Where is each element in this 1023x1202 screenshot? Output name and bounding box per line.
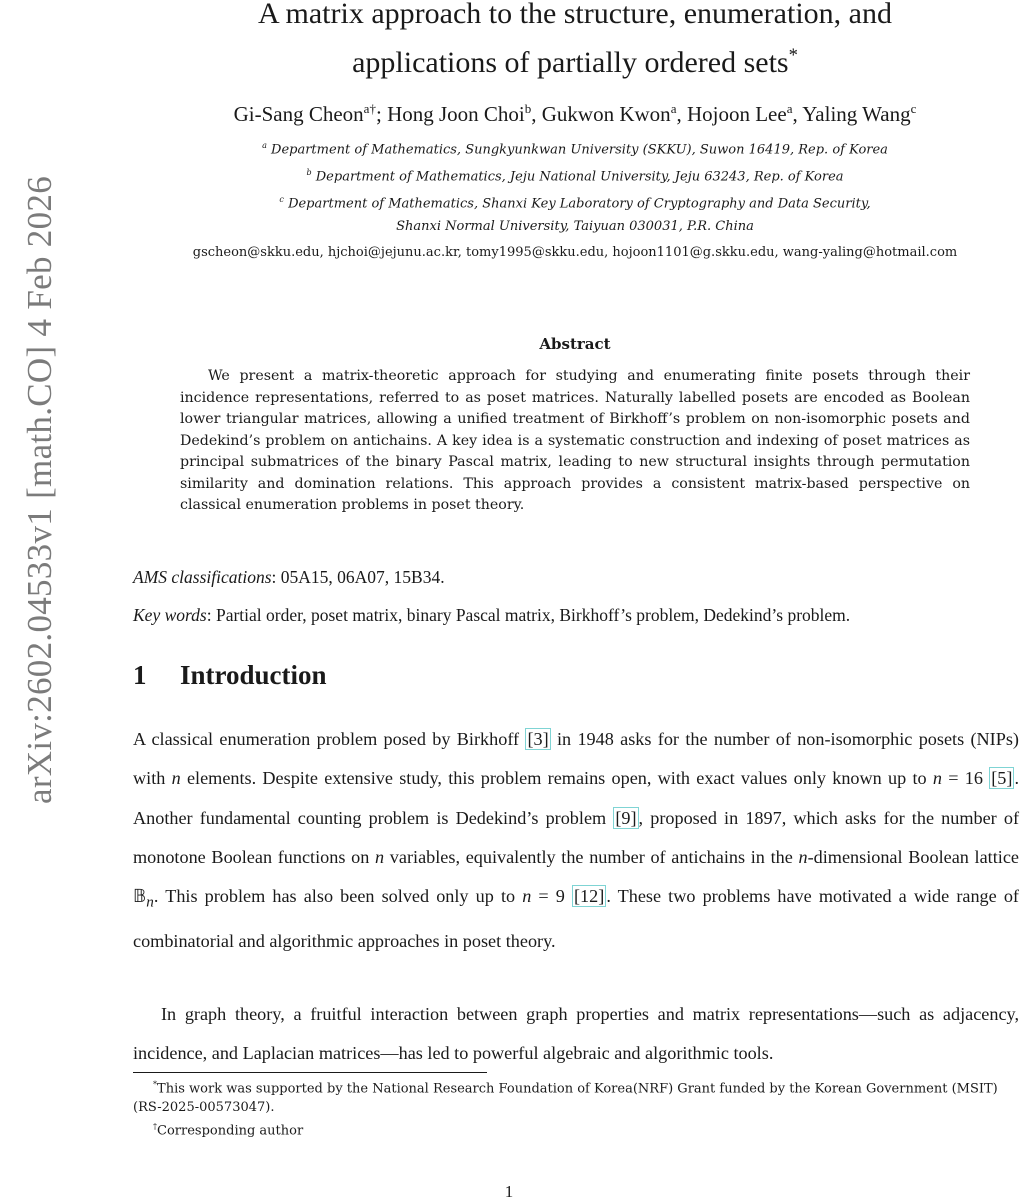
affiliation-c-line-2: Shanxi Normal University, Taiyuan 030031, P.R. China: [396, 219, 754, 234]
author: Hojoon Lee$^a$: [686, 101, 793, 126]
footnotes: [133, 1075, 1019, 1141]
author-emails: gscheon@skku.edu, hjchoi@jejunu.ac.kr, tomy1995@skku.edu, hojoon1101@g.skku.edu, wang-yaling@hotmail.com: [192, 245, 958, 260]
footnote-divider: [133, 1072, 487, 1073]
citation-link[interactable]: [3]: [527, 729, 549, 749]
title-footnote-mark: *: [788, 45, 798, 66]
affiliation-a: $^a$ Department of Mathematics, Sungkyunkwan University (SKKU), Suwon 16419, Rep. of Korea: [262, 141, 888, 158]
author: Gukwon Kwon$^a$: [541, 101, 677, 126]
citation-link[interactable]: [5]: [991, 768, 1013, 789]
paper-title-line-1: A matrix approach to the structure, enumeration, and: [258, 0, 892, 30]
citation-link[interactable]: [12]: [574, 886, 605, 907]
author: Gi-Sang Cheon$^{a\dagger}$: [233, 101, 376, 126]
author: Yaling Wang$^c$: [802, 101, 917, 126]
abstract-text: We present a matrix-theoretic approach for studying and enumerating finite posets through their incidence representations, referred to as poset matrices. Naturally labelled posets are encoded as Boolean lower triangular matrices, allowing a unified treatment of Birkhoff’s problem on non-isomorphic posets and Dedekind’s problem on antichains. A key idea is a systematic construction and indexing of poset matrices as principal submatrices of the binary Pascal matrix, leading to new structural insights through permutation similarity and domination relations. This approach provides a consistent matrix-based perspective on classical enumeration problems in poset theory.: [180, 368, 970, 513]
affiliation-b: $^b$ Department of Mathematics, Jeju National University, Jeju 63243, Rep. of Korea: [306, 168, 844, 185]
section-heading-introduction: 1 Introduction: [133, 660, 327, 690]
abstract-heading: Abstract: [539, 335, 611, 353]
footnote-corresponding-author: †Corresponding author: [153, 1122, 304, 1139]
author: Hong Joon Choi$^b$: [387, 101, 532, 126]
arxiv-side-stamp: [0, 0, 60, 1200]
key-words: Key words: Partial order, poset matrix, binary Pascal matrix, Birkhoff’s problem, Dedekind’s problem.: [133, 605, 851, 625]
footnote-funding: *This work was supported by the National Research Foundation of Korea(NRF) Grant funded by the Korean Government (MSIT)(RS-2025-00573047).: [133, 1080, 998, 1116]
citation-link[interactable]: [9]: [615, 807, 637, 828]
page-number: 1: [504, 1182, 514, 1201]
ams-classifications: AMS classifications: 05A15, 06A07, 15B34.: [133, 567, 445, 587]
paper-title-line-2: applications of partially ordered sets*: [352, 45, 798, 79]
intro-paragraph-1: A classical enumeration problem posed by Birkhoff [3] in 1948 asks for the number of non-isomorphic posets (NIPs) with n elements. Despite extensive study, this problem remains open, with exact values only known up to n = 16 [5] . Another fundamental counting problem is Dedekind’s problem [9] , proposed in 1897, which asks for the number of monotone Boolean functions on n variables, equivalently the number of antichains in the n-dimensional Boolean lattice 𝔹$_n$. This problem has also been solved only up to n = 9 [12] . These two problems have motivated a wide range of combinatorial and algorithmic approaches in poset theory.: [133, 729, 1019, 952]
arxiv-identifier: arXiv:2602.04533v1 [math.CO] 4 Feb 2026: [20, 175, 59, 805]
affiliation-c: $^c$ Department of Mathematics, Shanxi Key Laboratory of Cryptography and Data Security,: [279, 195, 871, 212]
intro-paragraph-2: In graph theory, a fruitful interaction between graph properties and matrix representations—such as adjacency, incidence, and Laplacian matrices—has led to powerful algebraic and algorithmic tools.: [133, 1004, 1019, 1064]
author-list: Gi-Sang Cheon$^{a\dagger}$; Hong Joon Choi$^b$, Gukwon Kwon$^a$, Hojoon Lee$^a$, Yaling Wang$^c$: [233, 101, 917, 126]
